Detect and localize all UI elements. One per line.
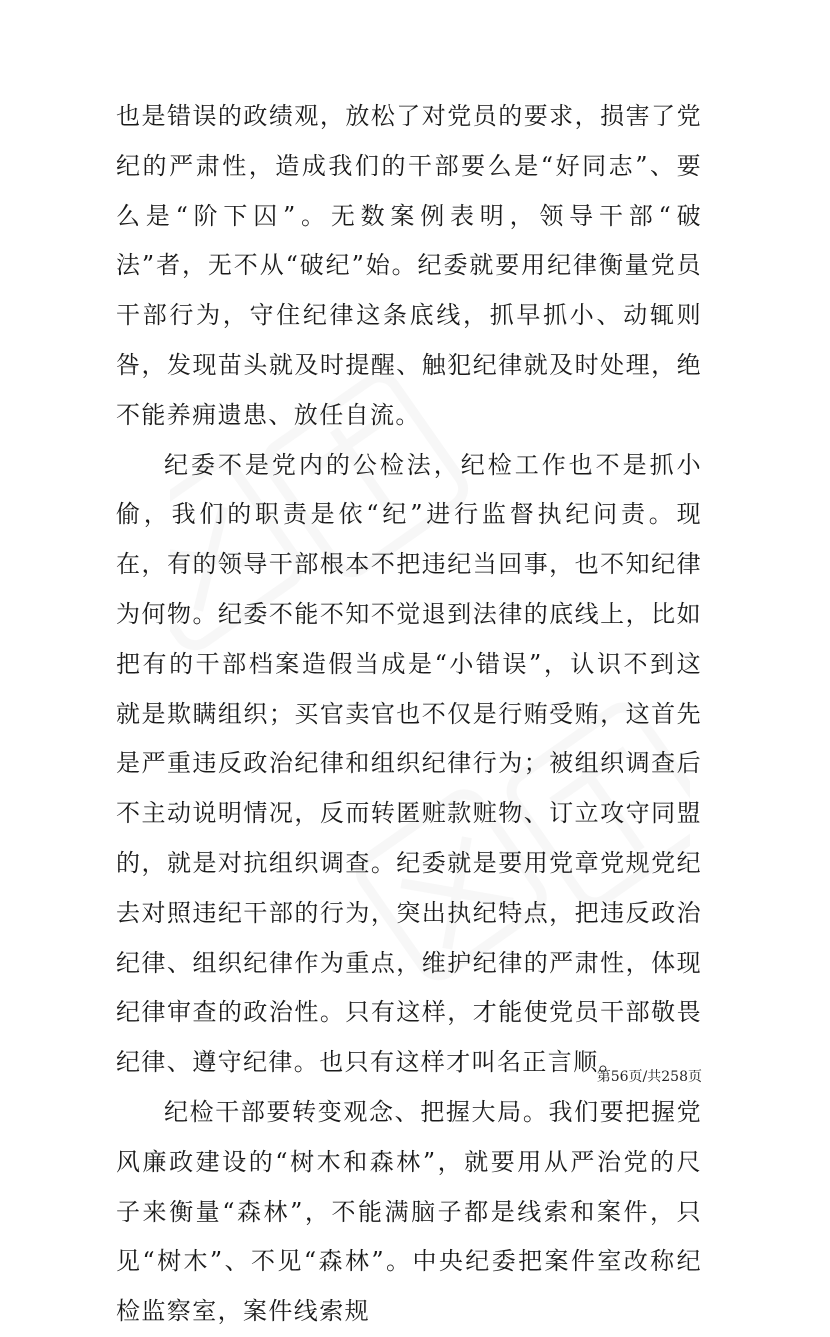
page-number: 第56页/共258页 <box>596 1069 702 1085</box>
paragraph: 纪委不是党内的公检法，纪检工作也不是抓小偷，我们的职责是依“纪”进行监督执纪问责。现在，有的领导干部根本不把违纪当回事，也不知纪律为何物。纪委不能不知不觉退到法律的底线上，比如把有的干部档案造假当成是“小错误”，认识不到这就是欺瞒组织；买官卖官也不仅是行贿受贿，这首先是严重违反政治纪律和组织纪律行为；被组织调查后不主动说明情况，反而转匿赃款赃物、订立攻守同盟的，就是对抗组织调查。纪委就是要用党章党规党纪去对照违纪干部的行为，突出执纪特点，把违反政治纪律、组织纪律作为重点，维护纪律的严肃性，体现纪律审查的政治性。只有这样，才能使党员干部敬畏纪律、遵守纪律。也只有这样才叫名正言顺。 <box>116 450 702 1077</box>
body-text <box>116 92 702 1337</box>
paragraph: 纪检干部要转变观念、把握大局。我们要把握党风廉政建设的“树木和森林”，就要用从严治党的尺子来衡量“森林”，不能满脑子都是线索和案件，只见“树木”、不见“森林”。中央纪委把案件室改称纪检监察室，案件线索规 <box>116 1097 702 1326</box>
paragraph: 也是错误的政绩观，放松了对党员的要求，损害了党纪的严肃性，造成我们的干部要么是“好同志”、要么是“阶下囚”。无数案例表明，领导干部“破法”者，无不从“破纪”始。纪委就要用纪律衡量党员干部行为，守住纪律这条底线，抓早抓小、动辄则咎，发现苗头就及时提醒、触犯纪律就及时处理，绝不能养痈遗患、放任自流。 <box>116 102 702 429</box>
